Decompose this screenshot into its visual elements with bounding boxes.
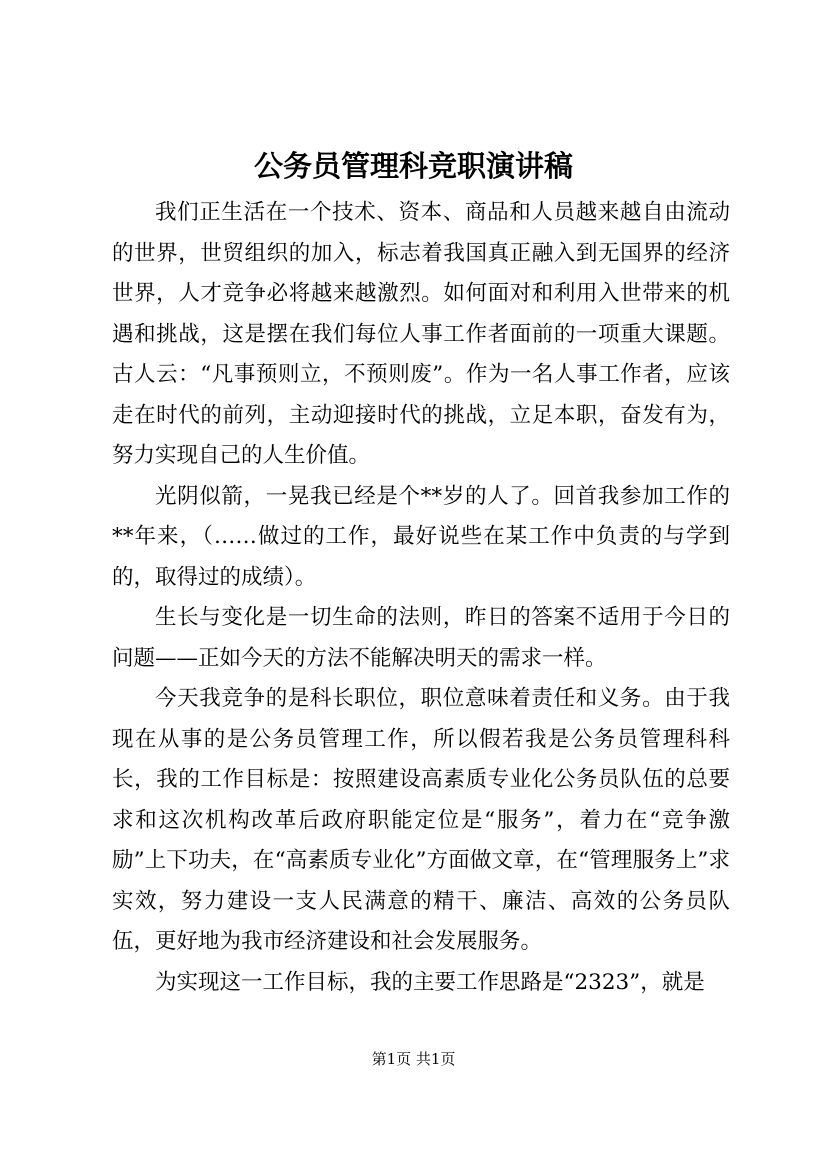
paragraph: 光阴似箭，一晃我已经是个**岁的人了。回首我参加工作的**年来，（……做过的工作，最好说些在某工作中负责的与学到的，取得过的成绩）。 — [112, 483, 730, 590]
document-body — [112, 193, 730, 1003]
paragraph: 为实现这一工作目标，我的主要工作思路是“2323”，就是 — [155, 969, 705, 995]
paragraph: 生长与变化是一切生命的法则，昨日的答案不适用于今日的问题——正如今天的方法不能解决明天的需求一样。 — [112, 605, 730, 671]
page-footer: 第1页 共1页 — [371, 1050, 456, 1068]
document-title: 公务员管理科竞职演讲稿 — [253, 149, 573, 183]
paragraph: 我们正生活在一个技术、资本、商品和人员越来越自由流动的世界，世贸组织的加入，标志着我国真正融入到无国界的经济世界，人才竞争必将越来越激烈。如何面对和利用入世带来的机遇和挑战，这是摆在我们每位人事工作者面前的一项重大课题。古人云：“凡事预则立，不预则废”。作为一名人事工作者，应该走在时代的前列，主动迎接时代的挑战，立足本职，奋发有为，努力实现自己的人生价值。 — [112, 200, 730, 468]
paragraph: 今天我竞争的是科长职位，职位意味着责任和义务。由于我现在从事的是公务员管理工作，所以假若我是公务员管理科科长，我的工作目标是：按照建设高素质专业化公务员队伍的总要求和这次机构改革后政府职能定位是“服务”，着力在“竞争激励”上下功夫，在“高素质专业化”方面做文章，在“管理服务上”求实效，努力建设一支人民满意的精干、廉洁、高效的公务员队伍，更好地为我市经济建设和社会发展服务。 — [112, 686, 730, 954]
